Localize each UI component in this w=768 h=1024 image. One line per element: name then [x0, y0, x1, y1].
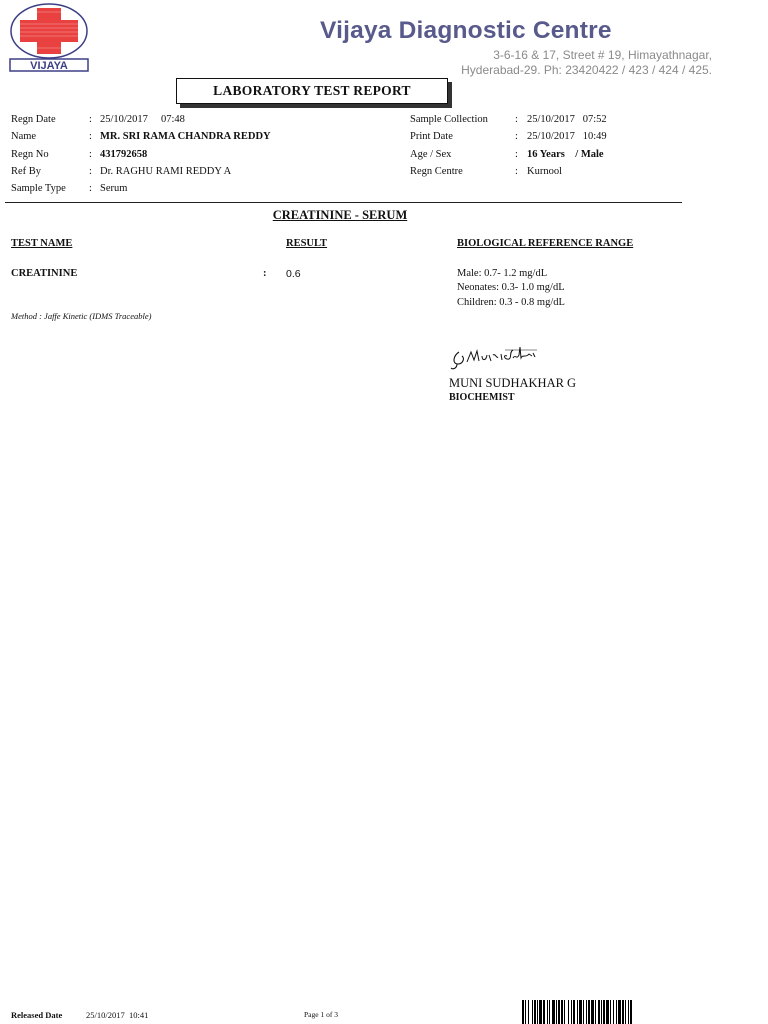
colon: : — [515, 114, 518, 125]
column-test-name: TEST NAME — [11, 238, 73, 249]
regn-date-value: 25/10/2017 07:48 — [100, 114, 185, 125]
barcode-bar — [568, 1000, 569, 1024]
ref-by-label: Ref By — [11, 166, 42, 177]
barcode-bar — [577, 1000, 578, 1024]
signatory-name: MUNI SUDHAKHAR G — [449, 376, 577, 390]
age-sex-label: Age / Sex — [410, 149, 452, 160]
section-title: CREATININE - SERUM — [272, 208, 408, 222]
age-sex-value: 16 Years / Male — [527, 149, 604, 160]
barcode-bar — [603, 1000, 605, 1024]
barcode-bar — [547, 1000, 548, 1024]
colon: : — [89, 166, 92, 177]
brand-name: Vijaya Diagnostic Centre — [320, 17, 612, 44]
name-label: Name — [11, 131, 37, 142]
barcode-bar — [528, 1000, 529, 1024]
barcode-bar — [628, 1000, 629, 1024]
colon: : — [515, 131, 518, 142]
report-title: LABORATORY TEST REPORT — [176, 78, 448, 104]
barcode-bar — [598, 1000, 600, 1024]
address-line-2: Hyderabad-29. Ph: 23420422 / 423 / 424 / 425. — [461, 63, 712, 77]
barcode-bar — [543, 1000, 545, 1024]
column-result: RESULT — [286, 238, 328, 249]
sample-type-label: Sample Type — [11, 183, 66, 194]
regn-date-label: Regn Date — [11, 114, 56, 125]
barcode-bar — [556, 1000, 557, 1024]
barcode-bar — [534, 1000, 536, 1024]
ref-by-value: Dr. RAGHU RAMI REDDY A — [100, 166, 232, 177]
range-male: Male: 0.7- 1.2 mg/dL — [457, 268, 548, 279]
test-name: CREATININE — [11, 268, 78, 279]
barcode-bar — [522, 1000, 524, 1024]
barcode-bar — [601, 1000, 602, 1024]
barcode-bar — [558, 1000, 560, 1024]
result-colon: : — [263, 268, 267, 279]
barcode-bar — [586, 1000, 587, 1024]
barcode-bar — [595, 1000, 596, 1024]
barcode — [522, 1000, 680, 1024]
regn-no-label: Regn No — [11, 149, 49, 160]
barcode-bar — [591, 1000, 594, 1024]
barcode-bar — [630, 1000, 632, 1024]
barcode-bar — [537, 1000, 538, 1024]
barcode-bar — [616, 1000, 617, 1024]
method-note: Method : Jaffe Kinetic (IDMS Traceable) — [11, 311, 152, 321]
print-date-label: Print Date — [410, 131, 453, 142]
barcode-bar — [573, 1000, 575, 1024]
barcode-bar — [532, 1000, 533, 1024]
barcode-bar — [606, 1000, 609, 1024]
released-date-label: Released Date — [11, 1010, 63, 1020]
column-reference-range: BIOLOGICAL REFERENCE RANGE — [457, 238, 634, 249]
colon: : — [515, 149, 518, 160]
signatory-title: BIOCHEMIST — [449, 392, 515, 403]
barcode-bar — [579, 1000, 582, 1024]
print-date-value: 25/10/2017 10:49 — [527, 131, 607, 142]
barcode-bar — [613, 1000, 614, 1024]
colon: : — [89, 149, 92, 160]
vijaya-logo — [8, 2, 90, 72]
sample-collection-label: Sample Collection — [410, 114, 488, 125]
barcode-bar — [539, 1000, 542, 1024]
divider — [5, 202, 682, 203]
address-line-1: 3-6-16 & 17, Street # 19, Himayathnagar, — [493, 48, 712, 62]
barcode-bar — [525, 1000, 526, 1024]
barcode-bar — [610, 1000, 611, 1024]
colon: : — [89, 183, 92, 194]
colon: : — [89, 131, 92, 142]
barcode-bar — [588, 1000, 590, 1024]
sample-type-value: Serum — [100, 183, 128, 194]
range-neonates: Neonates: 0.3- 1.0 mg/dL — [457, 282, 565, 293]
logo-text: VIJAYA — [30, 60, 68, 72]
signature-image — [449, 344, 539, 370]
result-value: 0.6 — [286, 268, 301, 280]
range-children: Children: 0.3 - 0.8 mg/dL — [457, 297, 565, 308]
barcode-bar — [552, 1000, 555, 1024]
barcode-bar — [622, 1000, 624, 1024]
barcode-bar — [618, 1000, 621, 1024]
barcode-bar — [583, 1000, 584, 1024]
regn-no-value: 431792658 — [100, 149, 148, 160]
regn-centre-label: Regn Centre — [410, 166, 463, 177]
barcode-bar — [561, 1000, 563, 1024]
barcode-bar — [549, 1000, 550, 1024]
colon: : — [89, 114, 92, 125]
released-date-value: 25/10/2017 10:41 — [86, 1010, 149, 1020]
barcode-bar — [564, 1000, 565, 1024]
colon: : — [515, 166, 518, 177]
barcode-bar — [571, 1000, 572, 1024]
regn-centre-value: Kurnool — [527, 166, 562, 177]
sample-collection-value: 25/10/2017 07:52 — [527, 114, 607, 125]
patient-name: MR. SRI RAMA CHANDRA REDDY — [100, 131, 271, 142]
barcode-bar — [625, 1000, 626, 1024]
page-number: Page 1 of 3 — [304, 1010, 338, 1019]
